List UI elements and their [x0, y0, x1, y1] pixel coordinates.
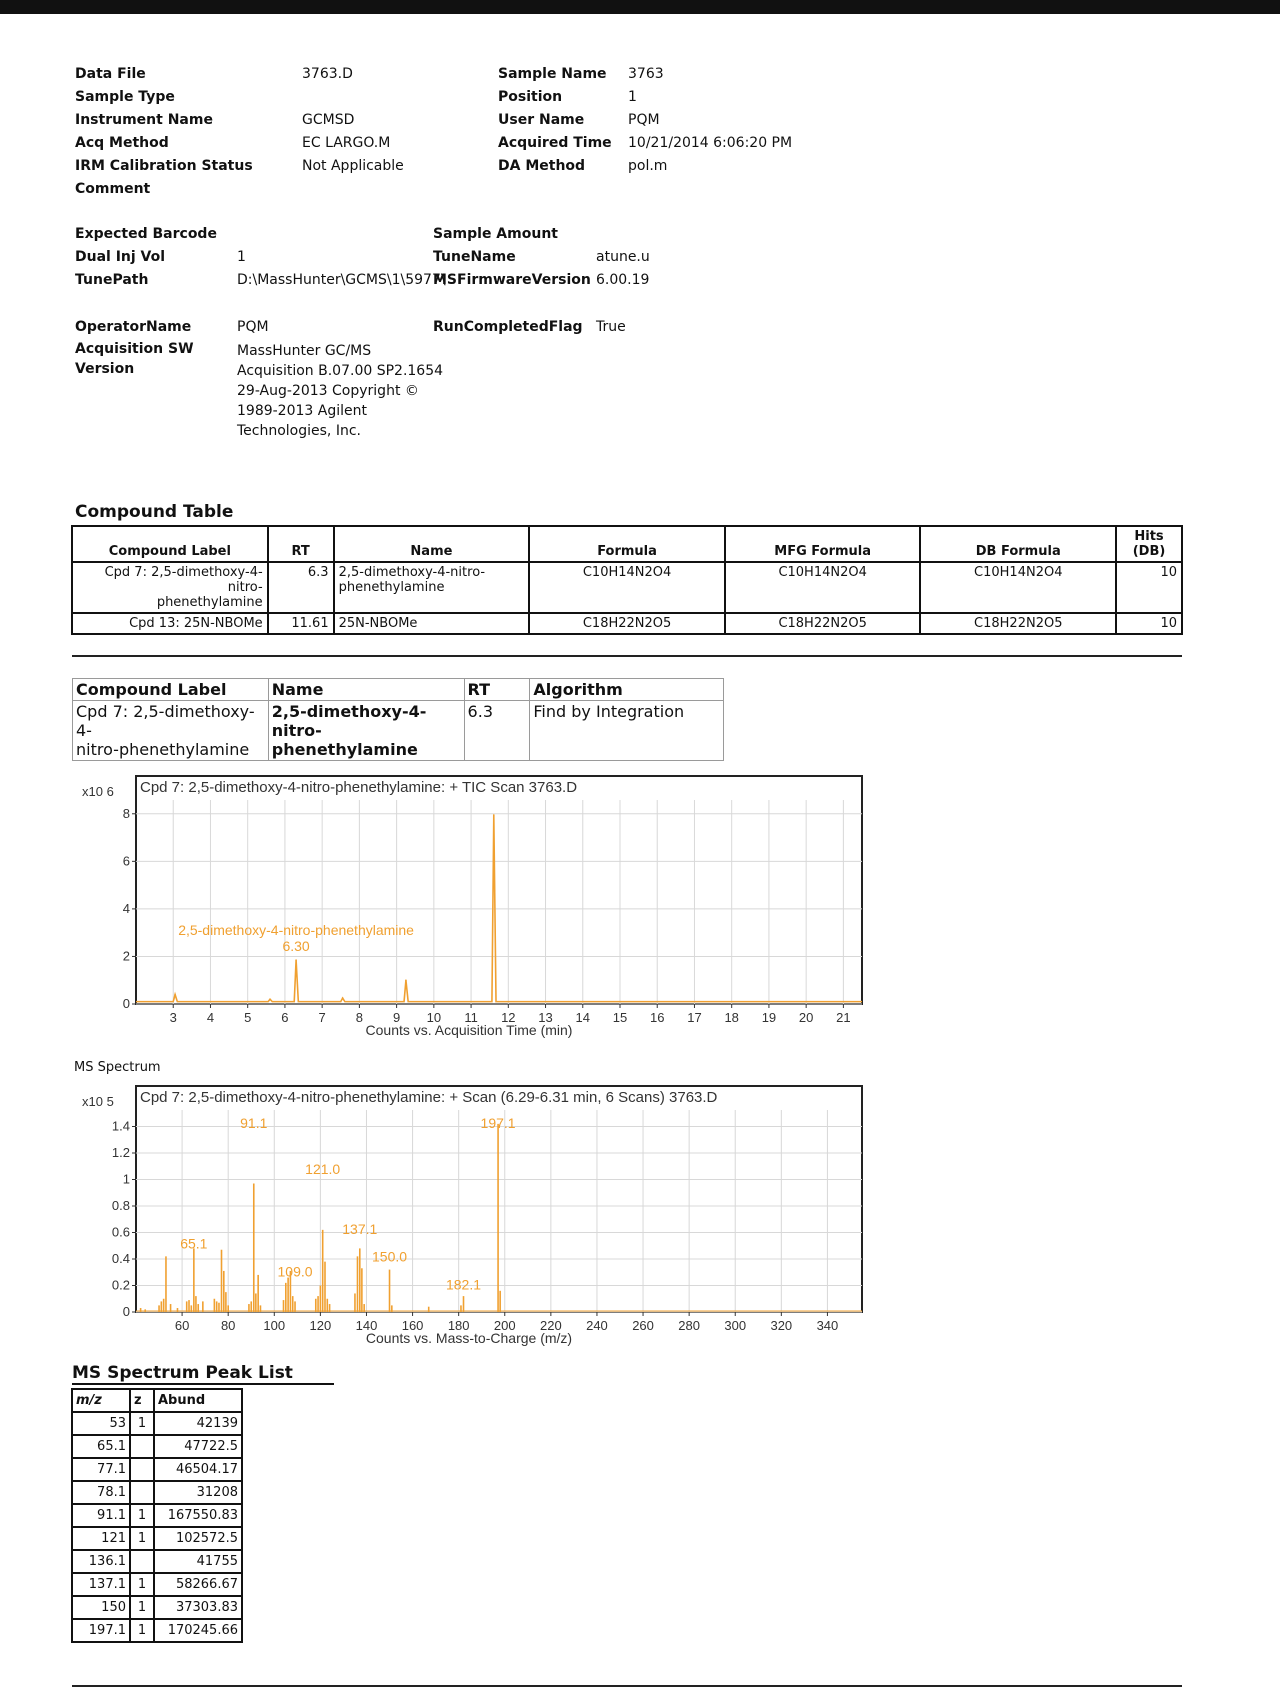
y-tick-label: 0.4 [111, 1251, 130, 1266]
tic-peak [174, 994, 176, 996]
x-tick-label: 80 [220, 1318, 236, 1333]
col-header: Name [268, 679, 464, 701]
info-label: Expected Barcode [75, 226, 217, 242]
x-tick-label: 140 [355, 1318, 378, 1333]
y-scale-label: x10 6 [82, 784, 114, 799]
peak-label: 150.0 [372, 1248, 408, 1265]
compound-algorithm-table [72, 678, 724, 761]
info-label: Version [75, 361, 135, 377]
divider [72, 1685, 1182, 1687]
info-label: Acq Method [75, 135, 169, 151]
abund-cell: 46504.17 [154, 1458, 242, 1481]
info-label: User Name [498, 112, 585, 128]
x-tick-label: 20 [798, 1010, 814, 1025]
x-tick-label: 18 [724, 1010, 739, 1025]
mz-cell: 65.1 [72, 1435, 130, 1458]
mfg-formula-cell: C18H22N2O5 [725, 613, 921, 634]
y-tick-label: 0 [122, 1304, 130, 1319]
x-tick-label: 16 [649, 1010, 665, 1025]
x-tick-label: 21 [836, 1010, 851, 1025]
tic-peak [405, 979, 407, 981]
info-value: 3763.D [302, 66, 353, 82]
mfg-formula-cell: C10H14N2O4 [725, 562, 921, 613]
y-tick-label: 6 [122, 853, 130, 869]
info-value: True [596, 319, 626, 335]
info-label: Comment [75, 181, 151, 197]
peak-label: 182.1 [445, 1276, 482, 1293]
info-label: Sample Type [75, 89, 175, 105]
x-tick-label: 4 [206, 1010, 215, 1025]
x-tick-label: 320 [770, 1318, 793, 1333]
x-tick-label: 5 [244, 1010, 252, 1025]
info-label: Position [498, 89, 563, 105]
z-cell: 1 [130, 1573, 154, 1596]
table-row [72, 1504, 242, 1527]
peak-label: 121.0 [305, 1161, 341, 1178]
abund-cell: 170245.66 [154, 1619, 242, 1642]
hits-cell: 10 [1116, 562, 1182, 613]
x-tick-label: 340 [816, 1318, 839, 1333]
compound-label-cell: Cpd 13: 25N-NBOMe [72, 613, 268, 634]
db-formula-cell: C10H14N2O4 [920, 562, 1116, 613]
x-tick-label: 6 [281, 1010, 289, 1025]
x-tick-label: 11 [464, 1010, 478, 1025]
x-axis-label: Counts vs. Acquisition Time (min) [365, 1022, 573, 1038]
x-tick-label: 17 [687, 1010, 702, 1025]
rt-cell: 6.3 [268, 562, 334, 613]
info-label: DA Method [498, 158, 586, 174]
abund-cell: 167550.83 [154, 1504, 242, 1527]
ms-spectrum-label: MS Spectrum [74, 1060, 161, 1075]
info-value: EC LARGO.M [302, 135, 391, 151]
tic-peak [269, 998, 271, 1000]
table-row [72, 1458, 242, 1481]
mz-cell: 197.1 [72, 1619, 130, 1642]
y-tick-label: 0.6 [111, 1224, 130, 1240]
x-tick-label: 280 [678, 1318, 700, 1333]
formula-cell: C10H14N2O4 [529, 562, 725, 613]
peak-list-header [72, 1389, 242, 1412]
peak-list-title: MS Spectrum Peak List [72, 1363, 293, 1383]
info-value: PQM [628, 112, 660, 128]
z-cell: 1 [130, 1596, 154, 1619]
col-header: m/z [72, 1389, 130, 1412]
mz-cell: 121 [72, 1527, 130, 1550]
name-cell: 2,5-dimethoxy-4-nitro- phenethylamine [268, 701, 464, 761]
x-tick-label: 260 [632, 1318, 654, 1333]
info-value: 6.00.19 [596, 272, 650, 288]
abund-cell: 102572.5 [154, 1527, 242, 1550]
name-cell: 25N-NBOMe [334, 613, 530, 634]
col-header: MFG Formula [725, 526, 921, 562]
x-tick-label: 15 [612, 1010, 628, 1025]
z-cell: 1 [130, 1412, 154, 1435]
info-label: Acquired Time [498, 135, 612, 151]
col-header: RT [464, 679, 530, 701]
info-value: pol.m [628, 158, 668, 174]
table-row [72, 1527, 242, 1550]
plot-frame [136, 776, 862, 1004]
mz-cell: 137.1 [72, 1573, 130, 1596]
info-label: IRM Calibration Status [75, 158, 253, 174]
peak-list-title-wrap [72, 1363, 334, 1385]
mz-cell: 91.1 [72, 1504, 130, 1527]
info-label: Acquisition SW [75, 341, 194, 357]
table-row [72, 1573, 242, 1596]
abund-cell: 41755 [154, 1550, 242, 1573]
info-label: Dual Inj Vol [75, 249, 166, 265]
abund-cell: 31208 [154, 1481, 242, 1504]
peak-label: 65.1 [180, 1235, 208, 1252]
x-tick-label: 100 [263, 1318, 286, 1333]
abund-cell: 37303.83 [154, 1596, 242, 1619]
info-label: TunePath [75, 272, 149, 288]
info-label: Data File [75, 66, 146, 82]
info-value: D:\MassHunter\GCMS\1\5977\ [237, 272, 446, 288]
tic-peak [493, 814, 495, 816]
table-row [72, 562, 1182, 613]
compound-table-header [72, 526, 1182, 562]
y-tick-label: 0.2 [111, 1277, 130, 1293]
peak-list-table [71, 1388, 243, 1643]
info-label: Instrument Name [75, 112, 213, 128]
peak-label: 109.0 [277, 1263, 313, 1280]
info-value: 1 [628, 89, 637, 105]
y-tick-label: 1.4 [111, 1118, 130, 1134]
x-axis-label: Counts vs. Mass-to-Charge (m/z) [365, 1330, 573, 1346]
info-label: TuneName [433, 249, 516, 265]
table-row [73, 701, 724, 761]
col-header: Hits (DB) [1116, 526, 1182, 562]
db-formula-cell: C18H22N2O5 [920, 613, 1116, 634]
mz-cell: 53 [72, 1412, 130, 1435]
x-tick-label: 10 [426, 1010, 442, 1025]
col-header: z [130, 1389, 154, 1412]
tic-chromatogram-chart [80, 772, 865, 1047]
table-row [72, 1481, 242, 1504]
algorithm-cell: Find by Integration [530, 701, 724, 761]
rt-cell: 11.61 [268, 613, 334, 634]
peak-label: 197.1 [480, 1114, 516, 1131]
col-header: DB Formula [920, 526, 1116, 562]
x-tick-label: 13 [538, 1010, 553, 1025]
col-header: RT [268, 526, 334, 562]
z-cell: 1 [130, 1504, 154, 1527]
info-label: RunCompletedFlag [433, 319, 583, 335]
y-tick-label: 0 [122, 996, 130, 1011]
x-tick-label: 9 [392, 1010, 401, 1025]
x-tick-label: 120 [309, 1318, 332, 1333]
chart-title: Cpd 7: 2,5-dimethoxy-4-nitro-phenethylamine: + Scan (6.29-6.31 min, 6 Scans) 3763.D [140, 1089, 718, 1106]
z-cell [130, 1550, 154, 1573]
col-header: Compound Label [73, 679, 269, 701]
col-header: Formula [529, 526, 725, 562]
x-tick-label: 180 [447, 1318, 470, 1333]
ms-spectrum-chart [80, 1082, 865, 1352]
acq-sw-text: MassHunter GC/MS Acquisition B.07.00 SP2.1654 29-Aug-2013 Copyright © 1989-2013 Agilent Technologies, Inc. [237, 343, 444, 439]
z-cell [130, 1458, 154, 1481]
table-row [72, 1435, 242, 1458]
x-tick-label: 160 [401, 1318, 424, 1333]
abund-cell: 58266.67 [154, 1573, 242, 1596]
info-value: 3763 [628, 66, 664, 82]
col-header: Abund [154, 1389, 242, 1412]
mz-cell: 136.1 [72, 1550, 130, 1573]
info-value: GCMSD [302, 112, 355, 128]
info-value: atune.u [596, 249, 650, 265]
info-label: OperatorName [75, 319, 192, 335]
info-value: PQM [237, 319, 269, 335]
name-cell: 2,5-dimethoxy-4-nitro- phenethylamine [334, 562, 530, 613]
x-tick-label: 19 [761, 1010, 777, 1025]
peak-label: 137.1 [342, 1220, 378, 1237]
z-cell [130, 1435, 154, 1458]
peak-rt-annotation: 6.30 [282, 938, 310, 955]
rt-cell: 6.3 [464, 701, 530, 761]
divider [72, 655, 1182, 657]
col-header: Algorithm [530, 679, 724, 701]
z-cell: 1 [130, 1619, 154, 1642]
abund-cell: 47722.5 [154, 1435, 242, 1458]
y-tick-label: 0.8 [111, 1198, 130, 1213]
table-row [72, 1596, 242, 1619]
tic-peak [295, 959, 297, 961]
col-header: Compound Label [72, 526, 268, 562]
mz-cell: 150 [72, 1596, 130, 1619]
formula-cell: C18H22N2O5 [529, 613, 725, 634]
mz-cell: 78.1 [72, 1481, 130, 1504]
algorithm-table-header [73, 679, 724, 701]
y-tick-label: 4 [122, 900, 130, 916]
peak-annotation: 2,5-dimethoxy-4-nitro-phenethylamine [178, 922, 414, 939]
col-header: Name [334, 526, 530, 562]
y-tick-label: 1 [122, 1171, 130, 1187]
header-bar [0, 0, 1280, 14]
compound-table-title: Compound Table [75, 502, 234, 522]
y-tick-label: 1.2 [111, 1145, 130, 1160]
table-row [72, 613, 1182, 634]
x-tick-label: 300 [724, 1318, 747, 1333]
tic-peak [342, 997, 344, 999]
x-tick-label: 7 [318, 1010, 326, 1025]
info-value: Not Applicable [302, 158, 404, 174]
x-tick-label: 200 [493, 1318, 516, 1333]
x-tick-label: 60 [174, 1318, 190, 1333]
info-label: MSFirmwareVersion [433, 272, 591, 288]
info-value: 10/21/2014 6:06:20 PM [628, 135, 793, 151]
abund-cell: 42139 [154, 1412, 242, 1435]
info-label: Sample Name [498, 66, 607, 82]
chart-title: Cpd 7: 2,5-dimethoxy-4-nitro-phenethylamine: + TIC Scan 3763.D [140, 779, 578, 796]
x-tick-label: 220 [540, 1318, 562, 1333]
x-tick-label: 3 [169, 1010, 177, 1025]
x-tick-label: 8 [355, 1010, 364, 1025]
compound-table [71, 525, 1183, 635]
x-tick-label: 240 [586, 1318, 608, 1333]
table-row [72, 1619, 242, 1642]
z-cell [130, 1481, 154, 1504]
x-tick-label: 12 [501, 1010, 516, 1025]
y-tick-label: 8 [122, 805, 130, 821]
peak-label: 91.1 [240, 1114, 268, 1131]
compound-label-cell: Cpd 7: 2,5-dimethoxy-4- nitro-phenethylamine [73, 701, 269, 761]
compound-label-cell: Cpd 7: 2,5-dimethoxy-4-nitro- phenethylamine [72, 562, 268, 613]
y-scale-label: x10 5 [82, 1094, 114, 1109]
hits-cell: 10 [1116, 613, 1182, 634]
table-row [72, 1550, 242, 1573]
table-row [72, 1412, 242, 1435]
y-tick-label: 2 [122, 948, 130, 964]
z-cell: 1 [130, 1527, 154, 1550]
info-value: 1 [237, 249, 246, 265]
x-tick-label: 14 [575, 1010, 591, 1025]
info-label: Sample Amount [433, 226, 558, 242]
mz-cell: 77.1 [72, 1458, 130, 1481]
